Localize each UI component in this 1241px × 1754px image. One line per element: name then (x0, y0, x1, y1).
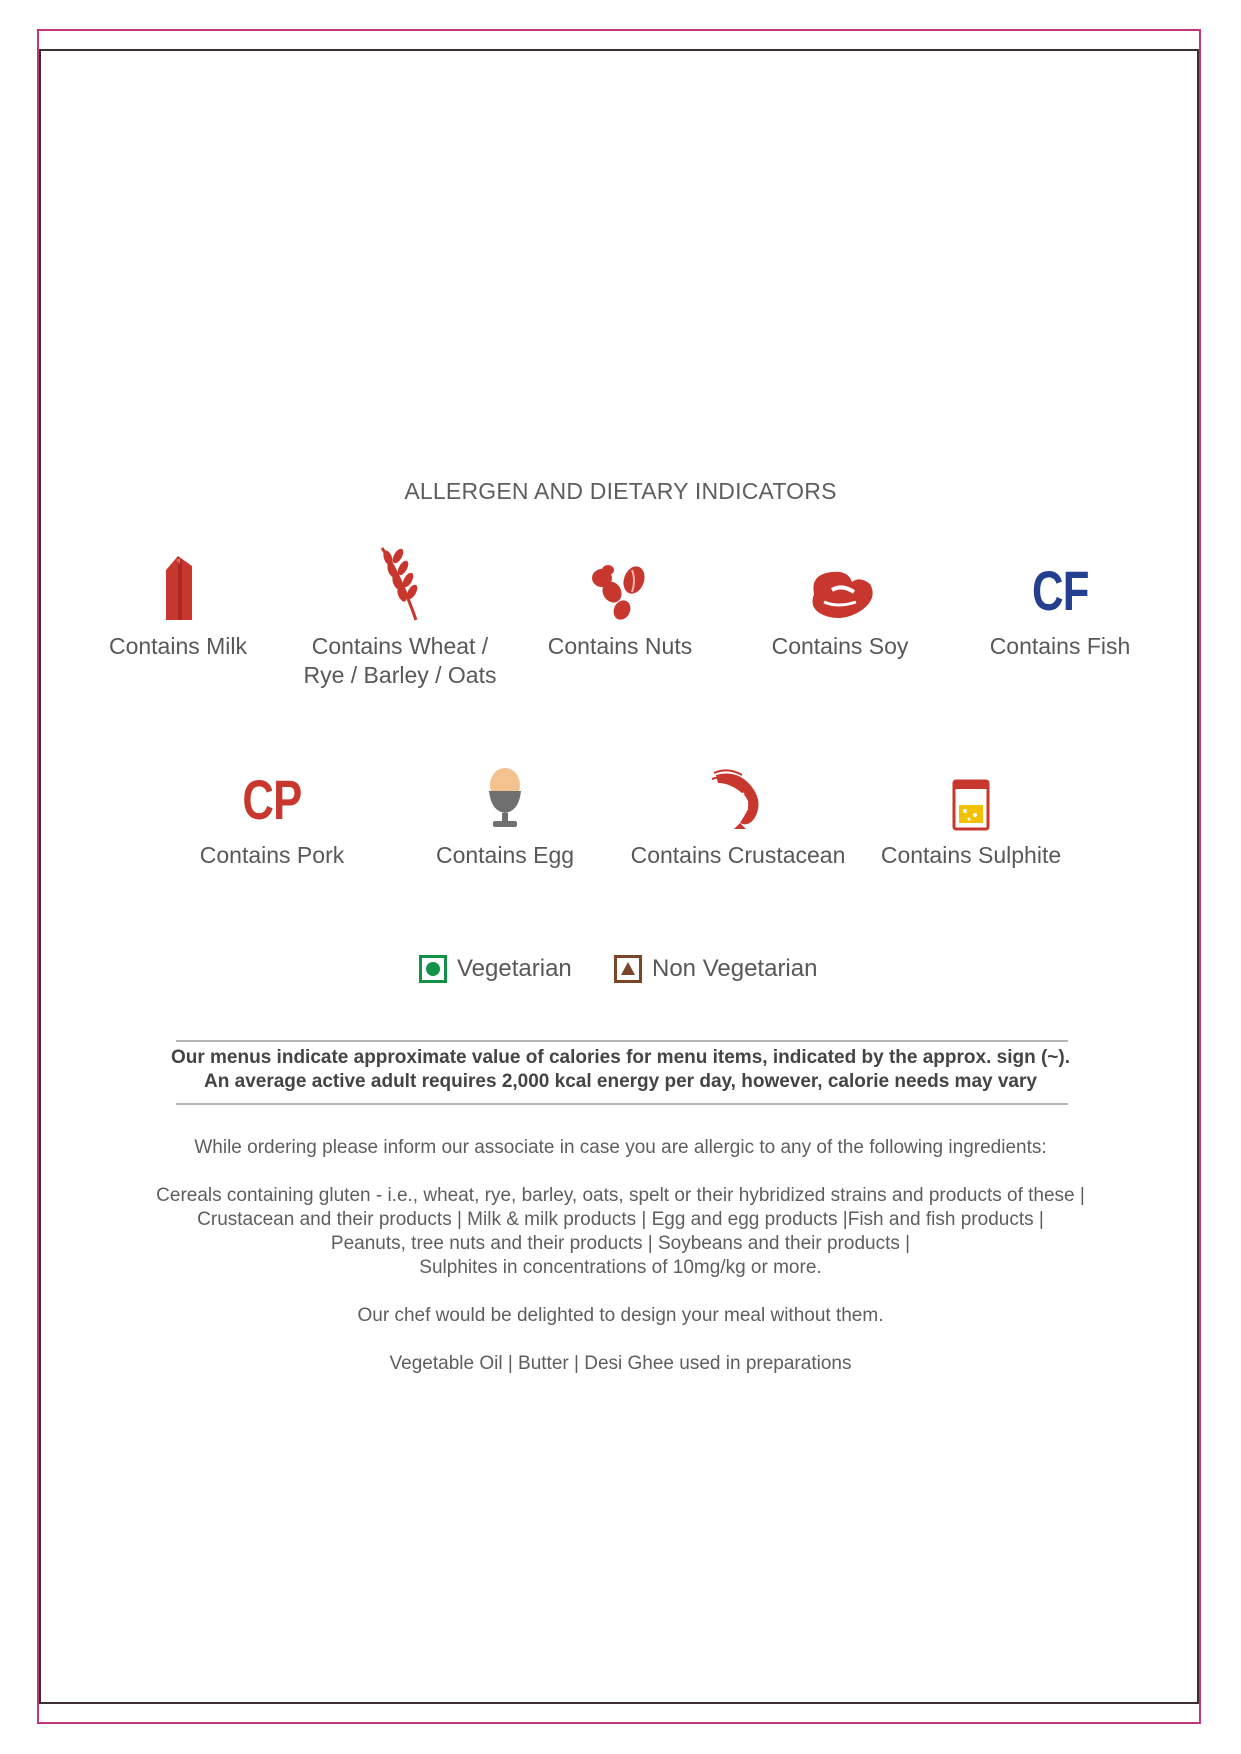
milk-carton-icon (158, 554, 198, 622)
ingredients-line: Sulphites in concentrations of 10mg/kg or more. (419, 1257, 822, 1278)
allergen-sulphite (851, 741, 1091, 870)
allergen-milk (58, 532, 298, 661)
allergen-wheat (280, 532, 520, 690)
wheat-icon (372, 544, 428, 622)
allergen-egg (385, 741, 625, 870)
soybean-icon (804, 568, 876, 622)
allergen-soy (720, 532, 960, 661)
ingredients-line: Cereals containing gluten - i.e., wheat, rye, barley, oats, spelt or their hybridized strains and products of these | (156, 1185, 1085, 1206)
divider-top (176, 1040, 1068, 1042)
page-border-inner (39, 49, 1199, 1704)
allergen-label: Contains Crustacean (630, 842, 846, 868)
ingredients-line: Peanuts, tree nuts and their products | Soybeans and their products | (330, 1233, 911, 1254)
sulphite-packet-icon (951, 777, 991, 831)
allergen-nuts (500, 532, 740, 661)
chef-note: Our chef would be delighted to design your meal without them. (357, 1305, 884, 1326)
allergen-label: Contains Fish (989, 633, 1131, 659)
shrimp-icon (708, 769, 768, 831)
oil-note: Vegetable Oil | Butter | Desi Ghee used in preparations (389, 1353, 852, 1374)
allergen-label: Contains Pork (199, 842, 345, 868)
nonveg-indicator (614, 955, 817, 983)
calorie-note-line: An average active adult requires 2,000 kcal energy per day, however, calorie needs may vary (204, 1071, 1037, 1092)
ingredients-line: Crustacean and their products | Milk & milk products | Egg and egg products |Fish and fish products | (197, 1209, 1044, 1230)
calorie-note (0, 1046, 1241, 1094)
allergen-label: Contains Nuts (547, 633, 693, 659)
ingredients-list (0, 1184, 1241, 1280)
divider-bottom (176, 1103, 1068, 1105)
veg-indicator (419, 955, 572, 983)
fish-mark: CF (1031, 559, 1089, 622)
allergen-label: Contains Egg (435, 842, 575, 868)
allergen-pork (152, 741, 392, 870)
nonveg-label: Non Vegetarian (652, 955, 818, 982)
veg-symbol-icon (419, 955, 447, 983)
egg-cup-icon (485, 767, 525, 831)
page-title: ALLERGEN AND DIETARY INDICATORS (404, 478, 837, 504)
allergen-label: Contains Wheat / Rye / Barley / Oats (303, 633, 497, 688)
nuts-icon (588, 560, 652, 622)
nonveg-symbol-icon (614, 955, 642, 983)
allergy-notice: While ordering please inform our associate in case you are allergic to any of the following ingredients: (194, 1137, 1047, 1158)
allergen-label: Contains Sulphite (880, 842, 1062, 868)
pork-mark: CP (242, 768, 302, 831)
veg-label: Vegetarian (457, 955, 572, 982)
allergen-crustacean (618, 741, 858, 870)
allergen-label: Contains Soy (771, 633, 909, 659)
allergen-fish (940, 532, 1180, 661)
allergen-label: Contains Milk (108, 633, 248, 659)
calorie-note-line: Our menus indicate approximate value of calories for menu items, indicated by the approx. sign (~). (170, 1047, 1071, 1068)
